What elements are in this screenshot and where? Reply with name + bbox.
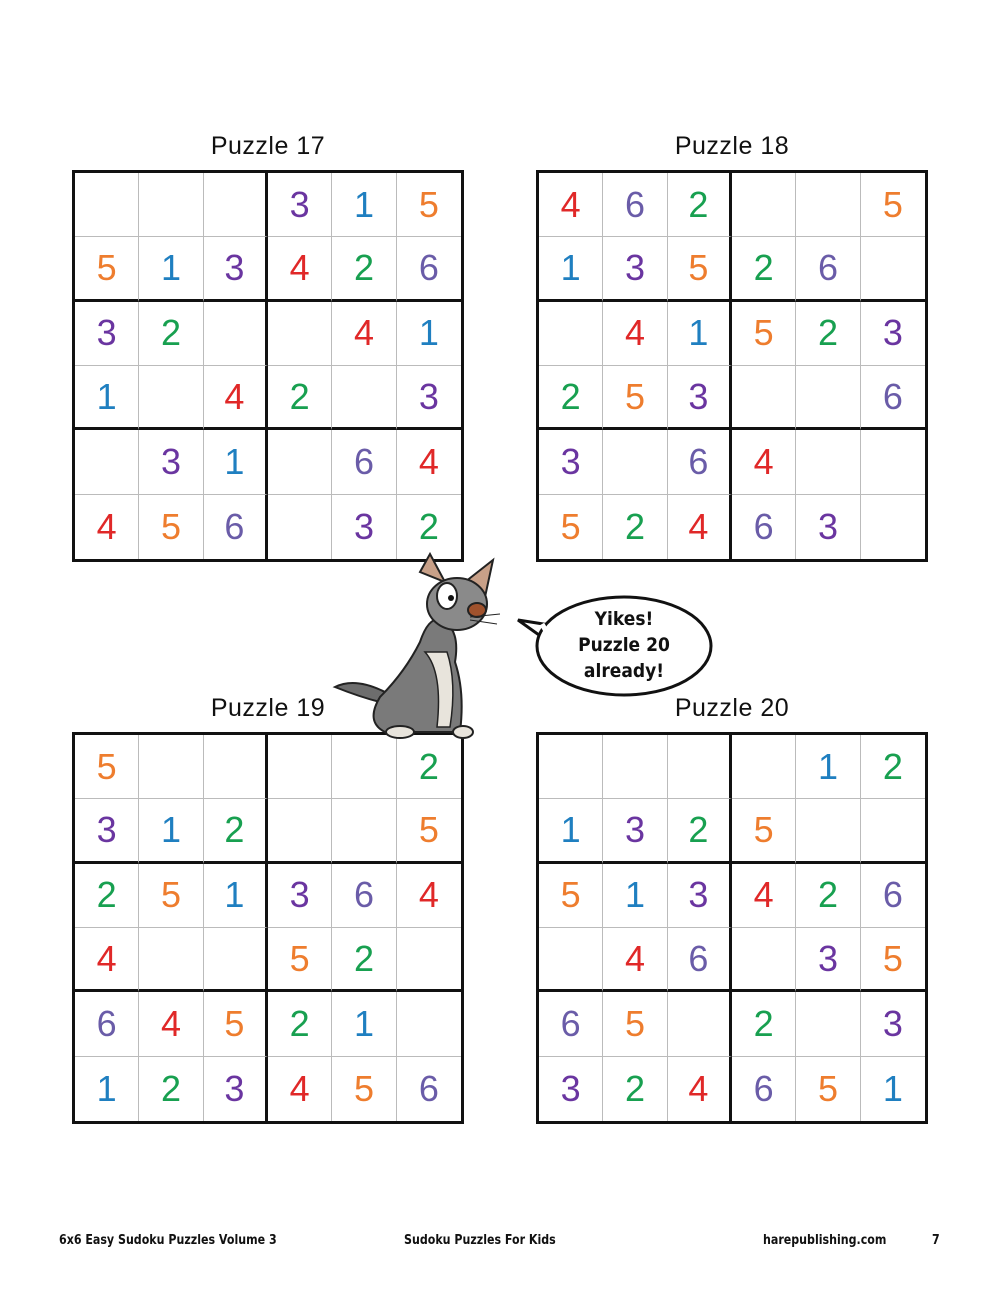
puzzle-17-grid — [72, 170, 464, 562]
sudoku-cell-given: 4 — [668, 1057, 732, 1121]
sudoku-cell-given: 6 — [397, 237, 461, 301]
sudoku-cell-given: 3 — [268, 864, 332, 928]
sudoku-cell-empty[interactable] — [668, 992, 732, 1056]
sudoku-cell-given: 1 — [539, 799, 603, 863]
sudoku-cell-empty[interactable] — [332, 799, 396, 863]
sudoku-cell-empty[interactable] — [603, 735, 667, 799]
sudoku-cell-given: 5 — [539, 864, 603, 928]
sudoku-cell-given: 3 — [204, 237, 268, 301]
sudoku-cell-empty[interactable] — [732, 928, 796, 992]
puzzle-19-title: Puzzle 19 — [210, 694, 326, 722]
sudoku-cell-given: 5 — [732, 302, 796, 366]
sudoku-cell-empty[interactable] — [332, 735, 396, 799]
sudoku-cell-empty[interactable] — [204, 173, 268, 237]
sudoku-cell-empty[interactable] — [603, 430, 667, 494]
sudoku-cell-given: 6 — [75, 992, 139, 1056]
sudoku-cell-given: 2 — [418, 505, 439, 547]
puzzle-20-grid — [536, 732, 928, 1124]
sudoku-cell-empty[interactable] — [539, 735, 603, 799]
sudoku-cell-given: 1 — [332, 173, 396, 237]
sudoku-cell-given: 6 — [418, 1067, 439, 1109]
sudoku-cell-given: 5 — [397, 799, 461, 863]
sudoku-cell-given: 3 — [75, 302, 139, 366]
sudoku-cell-given: 1 — [75, 366, 139, 430]
sudoku-cell-given: 5 — [139, 864, 203, 928]
page-number: 7 — [932, 1233, 940, 1248]
sudoku-cell-given: 3 — [539, 1057, 603, 1121]
sudoku-cell-given: 1 — [397, 302, 461, 366]
sudoku-cell-empty[interactable] — [204, 735, 268, 799]
sudoku-cell-empty[interactable] — [732, 735, 796, 799]
sudoku-cell-given: 1 — [796, 735, 860, 799]
sudoku-cell-given: 1 — [204, 864, 268, 928]
sudoku-cell-empty[interactable] — [139, 735, 203, 799]
sudoku-cell-given: 4 — [397, 430, 461, 494]
sudoku-cell-empty[interactable] — [539, 302, 603, 366]
sudoku-cell-empty[interactable] — [539, 928, 603, 992]
sudoku-cell-empty[interactable] — [796, 799, 860, 863]
sudoku-cell-given: 5 — [732, 799, 796, 863]
sudoku-cell-empty[interactable] — [796, 173, 860, 237]
sudoku-cell-given: 2 — [732, 237, 796, 301]
sudoku-cell-given: 2 — [75, 864, 139, 928]
sudoku-cell-given: 2 — [397, 735, 461, 799]
sudoku-cell-empty[interactable] — [268, 302, 332, 366]
sudoku-cell-given: 2 — [268, 366, 332, 430]
sudoku-cell-given: 1 — [603, 864, 667, 928]
sudoku-cell-given: 1 — [332, 992, 396, 1056]
sudoku-cell-given: 2 — [139, 1057, 203, 1121]
sudoku-cell-given: 2 — [332, 237, 396, 301]
sudoku-cell-given: 4 — [268, 1057, 332, 1121]
sudoku-cell-empty[interactable] — [732, 366, 796, 430]
sudoku-cell-given: 4 — [603, 302, 667, 366]
footer-series: Sudoku Puzzles For Kids — [404, 1233, 556, 1248]
sudoku-cell-given: 4 — [668, 495, 732, 559]
sudoku-cell-given: 6 — [332, 430, 396, 494]
speech-line-3: already! — [583, 660, 665, 682]
sudoku-cell-empty[interactable] — [397, 992, 461, 1056]
sudoku-cell-given: 1 — [75, 1057, 139, 1121]
sudoku-cell-empty[interactable] — [332, 366, 396, 430]
sudoku-cell-empty[interactable] — [732, 173, 796, 237]
sudoku-cell-given: 4 — [139, 992, 203, 1056]
sudoku-cell-given: 2 — [268, 992, 332, 1056]
speech-line-1: Yikes! — [594, 608, 654, 630]
sudoku-cell-given: 2 — [861, 735, 925, 799]
sudoku-cell-given: 5 — [397, 173, 461, 237]
sudoku-cell-empty[interactable] — [796, 430, 860, 494]
sudoku-cell-given: 1 — [139, 237, 203, 301]
sudoku-cell-given: 3 — [861, 992, 925, 1056]
sudoku-cell-given: 2 — [732, 992, 796, 1056]
sudoku-cell-given: 2 — [796, 864, 860, 928]
sudoku-cell-given: 5 — [204, 992, 268, 1056]
sudoku-cell-given: 1 — [882, 1067, 903, 1109]
sudoku-cell-empty[interactable] — [861, 495, 925, 559]
sudoku-cell-given: 2 — [603, 1057, 667, 1121]
sudoku-cell-given: 5 — [668, 237, 732, 301]
sudoku-cell-empty[interactable] — [796, 992, 860, 1056]
sudoku-cell-given: 5 — [75, 237, 139, 301]
sudoku-cell-empty[interactable] — [75, 173, 139, 237]
puzzle-19-grid — [72, 732, 464, 1124]
sudoku-cell-given: 6 — [332, 864, 396, 928]
sudoku-cell-given: 3 — [139, 430, 203, 494]
speech-line-2: Puzzle 20 — [578, 634, 670, 656]
sudoku-cell-given: 6 — [732, 495, 796, 559]
sudoku-cell-given: 3 — [397, 366, 461, 430]
sudoku-cell-given: 6 — [861, 864, 925, 928]
sudoku-cell-given: 6 — [204, 495, 268, 559]
footer-website[interactable]: harepublishing.com — [763, 1233, 887, 1248]
sudoku-cell-given: 5 — [139, 495, 203, 559]
sudoku-cell-given: 6 — [796, 237, 860, 301]
sudoku-cell-given: 5 — [332, 1057, 396, 1121]
sudoku-cell-given: 4 — [539, 173, 603, 237]
sudoku-cell-given: 6 — [603, 173, 667, 237]
sudoku-cell-given: 5 — [603, 366, 667, 430]
sudoku-cell-given: 2 — [332, 928, 396, 992]
sudoku-cell-empty[interactable] — [268, 735, 332, 799]
sudoku-cell-given: 3 — [796, 495, 860, 559]
sudoku-cell-given: 2 — [539, 366, 603, 430]
sudoku-cell-given: 2 — [796, 302, 860, 366]
sudoku-cell-given: 1 — [139, 799, 203, 863]
sudoku-cell-empty[interactable] — [268, 430, 332, 494]
sudoku-cell-given: 6 — [668, 430, 732, 494]
sudoku-cell-empty[interactable] — [204, 928, 268, 992]
sudoku-cell-given: 4 — [204, 366, 268, 430]
sudoku-cell-empty[interactable] — [268, 495, 332, 559]
sudoku-cell-given: 4 — [732, 864, 796, 928]
puzzle-18-grid — [536, 170, 928, 562]
sudoku-cell-empty[interactable] — [139, 928, 203, 992]
sudoku-cell-given: 4 — [268, 237, 332, 301]
sudoku-cell-given: 3 — [668, 864, 732, 928]
sudoku-cell-given: 4 — [397, 864, 461, 928]
sudoku-cell-given: 6 — [668, 928, 732, 992]
sudoku-cell-given: 3 — [668, 366, 732, 430]
sudoku-cell-given: 2 — [204, 799, 268, 863]
sudoku-cell-given: 5 — [861, 928, 925, 992]
sudoku-cell-given: 6 — [732, 1057, 796, 1121]
puzzle-20-title: Puzzle 20 — [674, 694, 790, 722]
sudoku-cell-given: 3 — [75, 799, 139, 863]
sudoku-cell-empty[interactable] — [139, 173, 203, 237]
sudoku-cell-given: 3 — [204, 1057, 268, 1121]
sudoku-cell-given: 4 — [75, 928, 139, 992]
sudoku-cell-given: 3 — [332, 495, 396, 559]
sudoku-cell-given: 4 — [732, 430, 796, 494]
speech-bubble-text — [556, 606, 693, 684]
sudoku-cell-empty[interactable] — [861, 430, 925, 494]
sudoku-cell-given: 1 — [668, 302, 732, 366]
sudoku-cell-given: 2 — [668, 799, 732, 863]
sudoku-cell-given: 3 — [861, 302, 925, 366]
sudoku-cell-given: 4 — [75, 495, 139, 559]
sudoku-cell-given: 3 — [603, 237, 667, 301]
puzzle-18-title: Puzzle 18 — [674, 132, 790, 160]
sudoku-cell-given: 6 — [861, 366, 925, 430]
sudoku-cell-given: 6 — [539, 992, 603, 1056]
sudoku-cell-given: 3 — [796, 928, 860, 992]
sudoku-cell-empty[interactable] — [861, 237, 925, 301]
sudoku-cell-given: 2 — [603, 495, 667, 559]
sudoku-cell-given: 2 — [668, 173, 732, 237]
sudoku-cell-given: 4 — [603, 928, 667, 992]
sudoku-cell-empty[interactable] — [268, 799, 332, 863]
sudoku-cell-given: 5 — [796, 1057, 860, 1121]
sudoku-cell-empty[interactable] — [139, 366, 203, 430]
puzzle-17-title: Puzzle 17 — [210, 132, 326, 160]
sudoku-cell-given: 3 — [539, 430, 603, 494]
sudoku-cell-empty[interactable] — [397, 928, 461, 992]
sudoku-cell-given: 5 — [603, 992, 667, 1056]
sudoku-cell-given: 2 — [139, 302, 203, 366]
sudoku-cell-given: 5 — [539, 495, 603, 559]
cat-illustration — [325, 552, 505, 742]
sudoku-cell-given: 3 — [268, 173, 332, 237]
sudoku-cell-given: 5 — [861, 173, 925, 237]
sudoku-cell-empty[interactable] — [796, 366, 860, 430]
sudoku-cell-empty[interactable] — [204, 302, 268, 366]
sudoku-cell-empty[interactable] — [75, 430, 139, 494]
sudoku-cell-empty[interactable] — [668, 735, 732, 799]
sudoku-cell-given: 5 — [268, 928, 332, 992]
sudoku-cell-given: 1 — [204, 430, 268, 494]
sudoku-cell-given: 3 — [603, 799, 667, 863]
sudoku-cell-given: 5 — [75, 735, 139, 799]
sudoku-cell-empty[interactable] — [861, 799, 925, 863]
sudoku-cell-given: 4 — [332, 302, 396, 366]
footer-book-title: 6x6 Easy Sudoku Puzzles Volume 3 — [59, 1233, 277, 1248]
sudoku-cell-given: 1 — [539, 237, 603, 301]
